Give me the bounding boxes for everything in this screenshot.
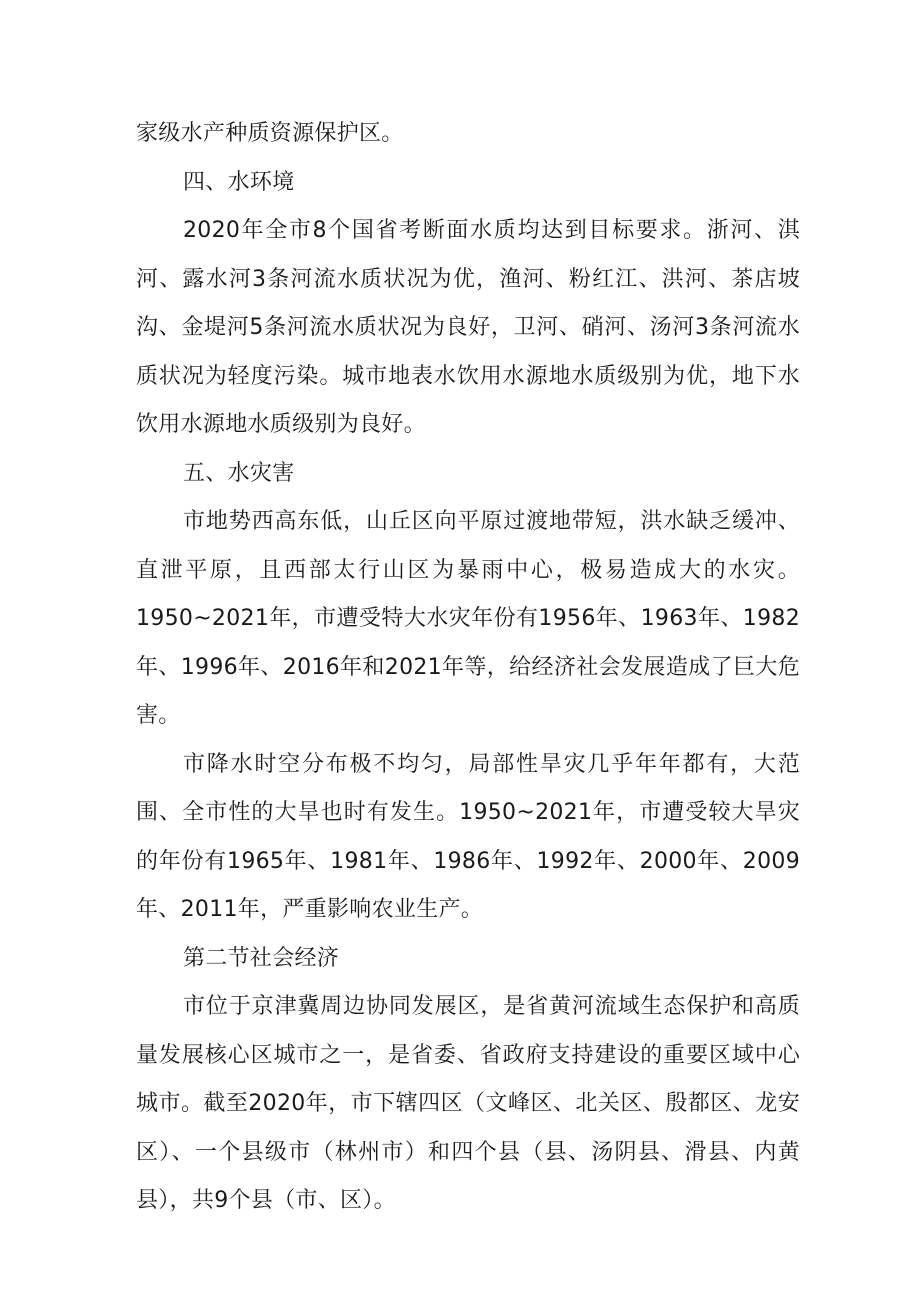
paragraph-water-quality: 2020年全市8个国省考断面水质均达到目标要求。浙河、淇河、露水河3条河流水质状况为优，渔河、粉红江、洪河、茶店坡沟、金堤河5条河流水质状况为良好，卫河、硝河、汤河3条河流水质状况为轻度污染。城市地表水饮用水源地水质级别为优，地下水饮用水源地水质级别为良好。 xyxy=(136,218,800,437)
heading-social-economy: 第二节社会经济 xyxy=(183,945,340,971)
paragraph-administrative-divisions: 市位于京津冀周边协同发展区，是省黄河流域生态保护和高质量发展核心区城市之一，是省委、省政府支持建设的重要区域中心城市。截至2020年，市下辖四区（文峰区、北关区、殷都区、龙安区）、一个县级市（林州市）和四个县（县、汤阴县、滑县、内黄县），共9个县（市、区）。 xyxy=(136,994,800,1213)
paragraph-flood-history: 市地势西高东低，山丘区向平原过渡地带短，洪水缺乏缓冲、直泄平原，且西部太行山区为暴雨中心，极易造成大的水灾。1950~2021年，市遭受特大水灾年份有1956年、1963年、1982年、1996年、2016年和2021年等，给经济社会发展造成了巨大危害。 xyxy=(136,509,800,728)
document-body xyxy=(136,110,800,1226)
heading-water-disaster: 五、水灾害 xyxy=(183,460,295,486)
heading-water-environment: 四、水环境 xyxy=(183,169,295,195)
paragraph-continuation: 家级水产种质资源保护区。 xyxy=(136,121,404,146)
paragraph-drought-history: 市降水时空分布极不均匀，局部性旱灾几乎年年都有，大范围、全市性的大旱也时有发生。1950~2021年，市遭受较大旱灾的年份有1965年、1981年、1986年、1992年、2000年、2009年、2011年，严重影响农业生产。 xyxy=(136,751,800,922)
